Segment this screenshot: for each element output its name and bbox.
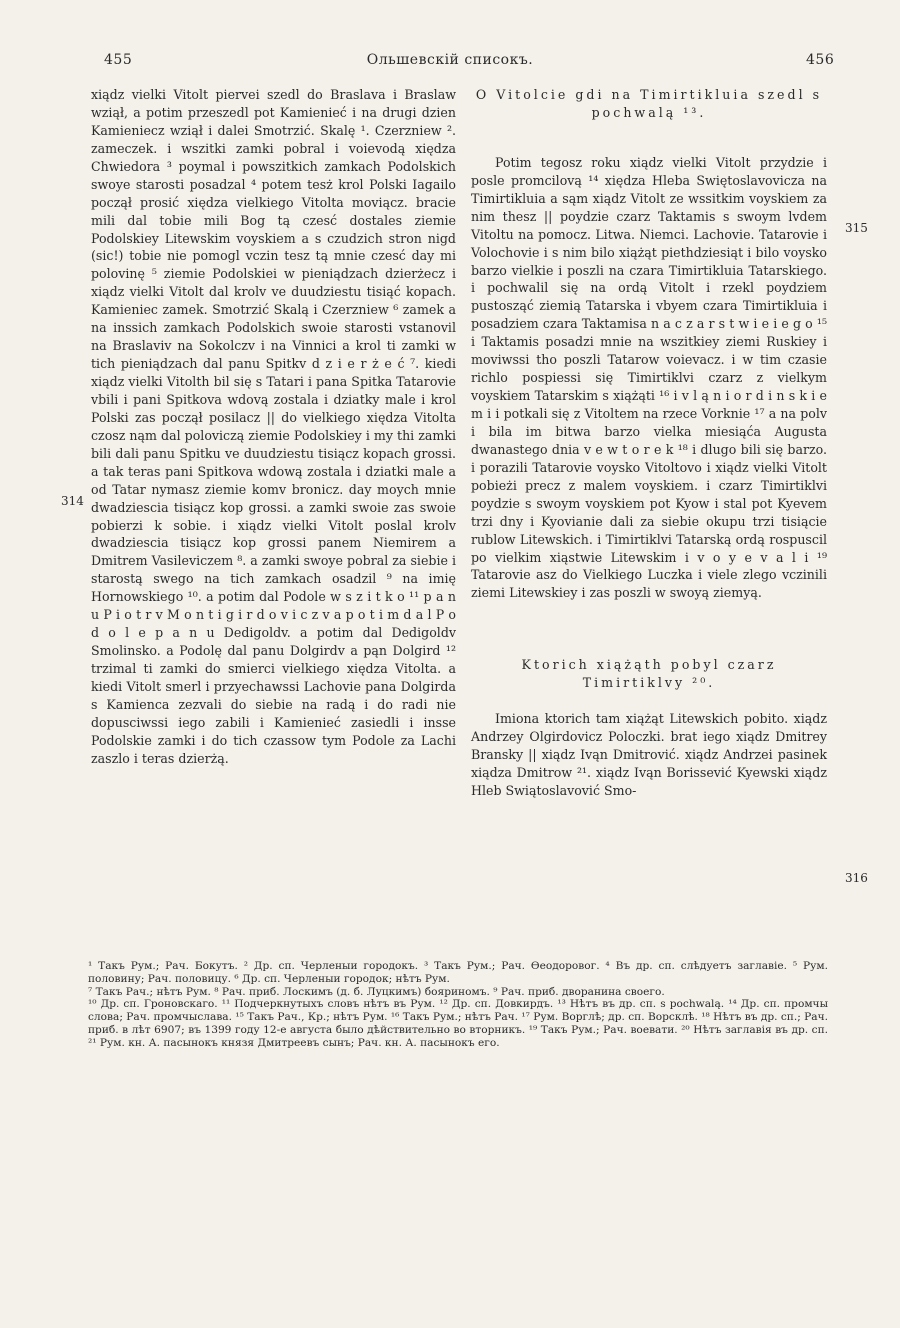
footnotes bbox=[88, 960, 828, 1050]
page-number-right: 456 bbox=[806, 52, 835, 68]
footnote-line: ¹⁰ Др. сп. Гроновскаго. ¹¹ Подчеркнутыхъ словъ нѣтъ въ Рум. ¹² Др. сп. Довкирдъ. ¹³ Нѣтъ въ др. сп. s pochwalą. ¹⁴ Др. сп. промчы слова; Рач. промчыслава. ¹⁵ Такъ Рач., Кр.; нѣтъ Рум. ¹⁶ Такъ Рум.; нѣтъ Рач. ¹⁷ Рум. Ворглѣ; др. сп. Ворсклѣ. ¹⁸ Нѣтъ въ др. сп.; Рач. приб. в лѣт 6907; въ 1399 году 12-е августа было дѣйствительно во вторникъ. ¹⁹ Такъ Рум.; Рач. воевати. ²⁰ Нѣтъ заглавія въ др. сп. ²¹ Рум. кн. А. пасынокъ князя Дмитреевъ сынъ; Рач. кн. А. пасынокъ его. bbox=[88, 998, 828, 1049]
margin-number-315: 315 bbox=[845, 221, 868, 235]
page-number-left: 455 bbox=[104, 52, 133, 68]
left-column bbox=[91, 86, 456, 768]
section-text-princes: Imiona ktorich tam xiążąt Litewskich pobito. xiądz Andrzey Olgirdovicz Poloczki. brat iego xiądz Dmitrey Bransky || xiądz Ivąn Dmitrović. xiądz Andrzei pasinek xiądza Dmitrow ²¹. xiądz Ivąn Borissević Kyewski xiądz Hleb Swiątoslavović Smo- bbox=[471, 711, 827, 798]
footnote-line: ⁷ Такъ Рач.; нѣтъ Рум. ⁸ Рач. приб. Лоскимъ (д. б. Луцкимъ) бояриномъ. ⁹ Рач. приб. дворанина своего. bbox=[88, 985, 665, 998]
right-column bbox=[471, 86, 827, 800]
margin-number-316: 316 bbox=[845, 871, 868, 885]
margin-number-314: 314 bbox=[61, 494, 84, 508]
left-column-text: xiądz vielki Vitolt piervei szedl do Braslava i Braslaw wziął, a potim przeszedl pot Kamienieć i na drugi dzien Kamieniecz wziął i dalei Smotrzić. Skalę ¹. Czerzniew ². zameczek. i wszitki zamki pobral i voievodą xiędza Chwiedora ³ poymal i powszitkich zamkach Podolskich swoye starosti posadzal ⁴ potem tesż krol Polski Iagailo począł prosić xiędza vielkiego Vitolta moviącz. bracie mili dal tobie mili Bog tą czesć dostales ziemie Podolskiey Litewskim voyskiem a s czudzich stron nigd (sic!) tobie nie pomogl vczin tesz tą mnie czesć day mi polovinę ⁵ ziemie Podolskiei w pieniądzach dzierżecz i xiądz vielki Vitolt dal krolv ve duudziestu tisiąć kopach. Kamieniec zamek. Smotrzić Skalą i Czerzniew ⁶ zamek a na inssich zamkach Podolskich swoie starosti vstanovil na Braslaviv na Sokolczv i na Vinnici a krol ti zamki w tich pieniądzach dal panu Spitkv d z i e r ż e ć ⁷. kiedi xiądz vielki Vitolth bil się s Tatari i pana Spitka Tatarovie vbili i pani Spitkova wdovą zostala i dziatky male i krol Polski zas począł posilacz || do vielkiego xiędza Vitolta czosz nąm dal poloviczą ziemie Podolskiey i my thi zamki bili dali panu Spitku ve duudziestu tisiącz kopach grossi. a tak teras pani Spitkova wdową zostala i dziatki male a od Tatar nymasz ziemie komv bronicz. day moych mnie dwadziescia tisiącz kop grossi. a zamki swoie zas swoie pobierzi k sobie. i xiądz vielki Vitolt poslal krolv dwadziesciа tisiącz kop grossi panem Niemirem a Dmitrem Vasileviczem ⁸. a zamki swoye pobral za siebie i starostą swego na tich zamkach osadzil ⁹ na imię Hornowskiego ¹⁰. a potim dal Podole w s z i t k o ¹¹ p a n u P i o t r v M o n t i g i r d o v i c z v a p o t i m d a l P o d o l e p a n u Dedigoldv. a potim dal Dedigoldv Smolinsko. a Podolę dal panu Dolgirdv a pąn Dolgird ¹² trzimal ti zamki do smierci vielkiego xiędza Vitolta. a kiedi Vitolt smerl i przyechawssi Lachovie pana Dolgirda s Kamienca zezvali do siebie na radą i do radi nie dopusciwssi iego zabili i Kamienieć zasiedli i insse Podolskie zamki i do tich czassow tym Podole za Lachi zaszlo i teras dzierżą. bbox=[91, 87, 456, 766]
section-text-vitolt: Potim tegosz roku xiądz vielki Vitolt przydzie i posle promcilovą ¹⁴ xiędza Hleba Swiętoslavovicza na Timirtikluia a sąm xiądz Vitolt ze wssitkim voyskiem za nim thesz || poydzie czarz Taktamis s swoym lvdem Vitoltu na pomocz. Litwa. Niemci. Lachovie. Tatarovie i Volochovie i s nim bilo xiążąt piethdziesiąt i bilo voysko barzo vielkie i poszli na czara Timirtikluia Tatarskiego. i pochwalil się na ordą Vitolt i rzekl poydziem pustosząć ziemią Tatarska i vbyem czara Timirtikluia i posadziem czara Taktamisa n a c z a r s t w i e i e g o ¹⁵ i Taktamis posadzi mnie na wszitkiey ziemi Ruskiey i moviwssi tho poszli Tatarow voievacz. i w tim czasie richlo pospiessi się Timirtiklvi czarz z vielkym voyskiem Tatarskim s xiążąti ¹⁶ i v l ą n i o r d i n s k i e m i i potkali się z Vitoltem na rzece Vorknie ¹⁷ a na polv i bila im bitwa barzo vielka miesiąća Augusta dwanastego dnia v e w t o r e k ¹⁸ i dlugo bili się barzo. i porazili Tatarovie voysko Vitoltovo i xiądz vielki Vitolt pobieżi precz z malem voyskiem. i czarz Timirtiklvi poydzie s swoym voyskiem pot Kyow i stal pot Kyevem trzi dny i Kyovianie dali za siebie okupu trzi tisiącie rublow Litewskich. i Timirtiklvi Tatarską ordą rospuscil po vielkim xiąstwie Litewskim i v o y e v a l i ¹⁹ Tatarovie asz do Vielkiego Luczka i viele zlego vczinili ziemi Litewskiey i zas poszli w swoyą ziemyą. bbox=[471, 154, 827, 601]
footnote-line: ¹ Такъ Рум.; Рач. Бокутъ. ² Др. сп. Черленыи городокъ. ³ Такъ Рум.; Рач. Өеодоровог. ⁴ Въ др. сп. слѣдуетъ заглавіе. ⁵ Рум. половину; Рач. половицу. ⁶ Др. сп. Черленыи городок; нѣтъ Рум. bbox=[88, 960, 828, 985]
section-title-vitolt: O Vitolcie gdi na Timirtikluia szedl s pochwalą ¹³. bbox=[475, 87, 823, 120]
section-title-princes: Ktorich xiążąth pobyl czarz Timirtiklvy ²⁰. bbox=[521, 657, 777, 691]
running-title: Ольшевскій списокъ. bbox=[366, 52, 534, 68]
